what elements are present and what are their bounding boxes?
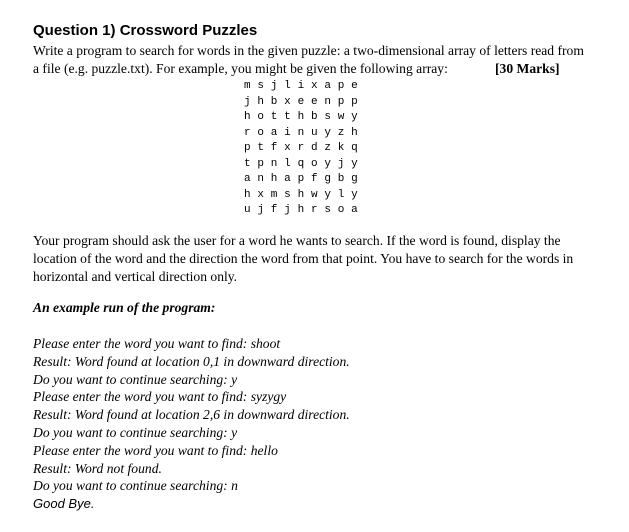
- marks-label: [30 Marks]: [495, 61, 560, 76]
- puzzle-cell: a: [351, 204, 358, 216]
- puzzle-cell: j: [337, 157, 345, 170]
- question-name: Crossword Puzzles: [119, 22, 258, 39]
- puzzle-cell: x: [284, 142, 291, 154]
- puzzle-cell: w: [310, 188, 318, 201]
- puzzle-cell: b: [337, 173, 345, 185]
- puzzle-cell: n: [257, 173, 264, 185]
- puzzle-cell: g: [324, 173, 331, 185]
- puzzle-cell: h: [351, 126, 358, 139]
- puzzle-cell: w: [337, 111, 345, 123]
- puzzle-row: [244, 126, 365, 142]
- closing-line: Good Bye.: [33, 496, 95, 512]
- puzzle-cell: s: [324, 111, 331, 123]
- puzzle-cell: s: [324, 204, 331, 216]
- puzzle-cell: x: [284, 95, 291, 108]
- description-line: horizontal and vertical direction only.: [33, 269, 238, 284]
- puzzle-cell: d: [310, 142, 318, 154]
- description-line: location of the word and the direction the word from that point. You have to search for the words in: [33, 251, 574, 266]
- intro-line: a file (e.g. puzzle.txt). For example, you might be given the following array:: [33, 61, 448, 76]
- puzzle-cell: k: [337, 142, 345, 154]
- puzzle-row: [244, 79, 365, 95]
- puzzle-cell: h: [244, 188, 251, 201]
- description-paragraph: [33, 232, 573, 286]
- run-line: Please enter the word you want to find: syzygy: [33, 389, 287, 405]
- puzzle-row: [244, 188, 365, 204]
- puzzle-cell: l: [284, 80, 291, 92]
- puzzle-cell: p: [351, 95, 358, 108]
- puzzle-cell: a: [244, 173, 251, 185]
- puzzle-cell: z: [337, 126, 345, 139]
- puzzle-cell: s: [257, 80, 264, 92]
- puzzle-row: [244, 172, 365, 188]
- puzzle-row: [244, 110, 365, 126]
- puzzle-cell: q: [297, 157, 305, 170]
- puzzle-cell: q: [351, 142, 358, 154]
- puzzle-cell: f: [270, 142, 278, 154]
- puzzle-cell: y: [324, 126, 331, 139]
- puzzle-cell: j: [284, 204, 291, 216]
- puzzle-cell: t: [284, 111, 291, 123]
- puzzle-cell: e: [351, 80, 358, 92]
- puzzle-cell: b: [270, 95, 278, 108]
- puzzle-cell: u: [310, 126, 318, 139]
- puzzle-cell: h: [297, 111, 305, 123]
- puzzle-cell: n: [297, 126, 305, 139]
- puzzle-row: [244, 203, 365, 219]
- puzzle-cell: p: [244, 142, 251, 154]
- puzzle-cell: z: [324, 142, 331, 154]
- puzzle-cell: p: [257, 157, 264, 170]
- run-line: Please enter the word you want to find: hello: [33, 442, 278, 458]
- puzzle-cell: x: [310, 80, 318, 92]
- puzzle-cell: h: [244, 111, 251, 123]
- run-line: Result: Word found at location 0,1 in downward direction.: [33, 353, 350, 369]
- puzzle-cell: p: [337, 80, 345, 92]
- puzzle-cell: l: [337, 188, 345, 201]
- puzzle-row: [244, 141, 365, 157]
- puzzle-cell: h: [297, 188, 305, 201]
- puzzle-cell: x: [257, 188, 264, 201]
- puzzle-cell: p: [297, 173, 305, 185]
- run-line: Do you want to continue searching: y: [33, 424, 238, 440]
- puzzle-cell: f: [310, 173, 318, 185]
- puzzle-cell: g: [351, 173, 358, 185]
- puzzle-cell: t: [270, 111, 278, 123]
- puzzle-cell: r: [297, 142, 305, 154]
- puzzle-cell: o: [257, 126, 264, 139]
- run-line: Do you want to continue searching: n: [33, 478, 238, 494]
- puzzle-cell: l: [284, 157, 291, 170]
- run-line: Result: Word found at location 2,6 in downward direction.: [33, 407, 350, 423]
- puzzle-cell: j: [244, 95, 251, 108]
- puzzle-cell: n: [270, 157, 278, 170]
- puzzle-cell: y: [324, 157, 331, 170]
- example-run: [33, 335, 350, 513]
- puzzle-cell: h: [257, 95, 264, 108]
- puzzle-cell: a: [324, 80, 331, 92]
- question-number: Question 1): [33, 22, 116, 39]
- puzzle-cell: u: [244, 204, 251, 216]
- puzzle-cell: m: [270, 188, 278, 201]
- puzzle-cell: y: [351, 111, 358, 123]
- run-line: Please enter the word you want to find: shoot: [33, 336, 281, 351]
- puzzle-row: [244, 95, 365, 111]
- puzzle-cell: b: [310, 111, 318, 123]
- puzzle-cell: y: [351, 188, 358, 201]
- puzzle-cell: p: [337, 95, 345, 108]
- puzzle-cell: i: [284, 126, 291, 139]
- puzzle-cell: r: [310, 204, 318, 216]
- puzzle-cell: r: [244, 126, 251, 139]
- run-line: Result: Word not found.: [33, 460, 162, 476]
- puzzle-cell: h: [297, 204, 305, 216]
- puzzle-cell: i: [297, 80, 305, 92]
- puzzle-cell: o: [337, 204, 345, 216]
- puzzle-cell: e: [297, 95, 305, 108]
- puzzle-cell: a: [284, 173, 291, 185]
- puzzle-cell: t: [257, 142, 264, 154]
- puzzle-row: [244, 157, 365, 173]
- puzzle-cell: m: [244, 80, 251, 92]
- puzzle-cell: o: [257, 111, 264, 123]
- puzzle-cell: a: [270, 126, 278, 139]
- puzzle-cell: o: [310, 157, 318, 170]
- puzzle-cell: y: [324, 188, 331, 201]
- puzzle-cell: j: [257, 204, 264, 216]
- puzzle-cell: e: [310, 95, 318, 108]
- puzzle-grid: [244, 79, 365, 219]
- puzzle-cell: s: [284, 188, 291, 201]
- run-line: Do you want to continue searching: y: [33, 371, 238, 387]
- example-heading: An example run of the program:: [33, 300, 216, 315]
- intro-line: Write a program to search for words in the given puzzle: a two-dimensional array of letters read from: [33, 43, 584, 58]
- question-title: [33, 22, 257, 39]
- puzzle-cell: h: [270, 173, 278, 185]
- puzzle-cell: j: [270, 80, 278, 92]
- description-line: Your program should ask the user for a word he wants to search. If the word is found, display the: [33, 233, 561, 248]
- puzzle-cell: n: [324, 95, 331, 108]
- puzzle-cell: y: [351, 157, 358, 170]
- puzzle-cell: f: [270, 204, 278, 216]
- puzzle-cell: t: [244, 157, 251, 170]
